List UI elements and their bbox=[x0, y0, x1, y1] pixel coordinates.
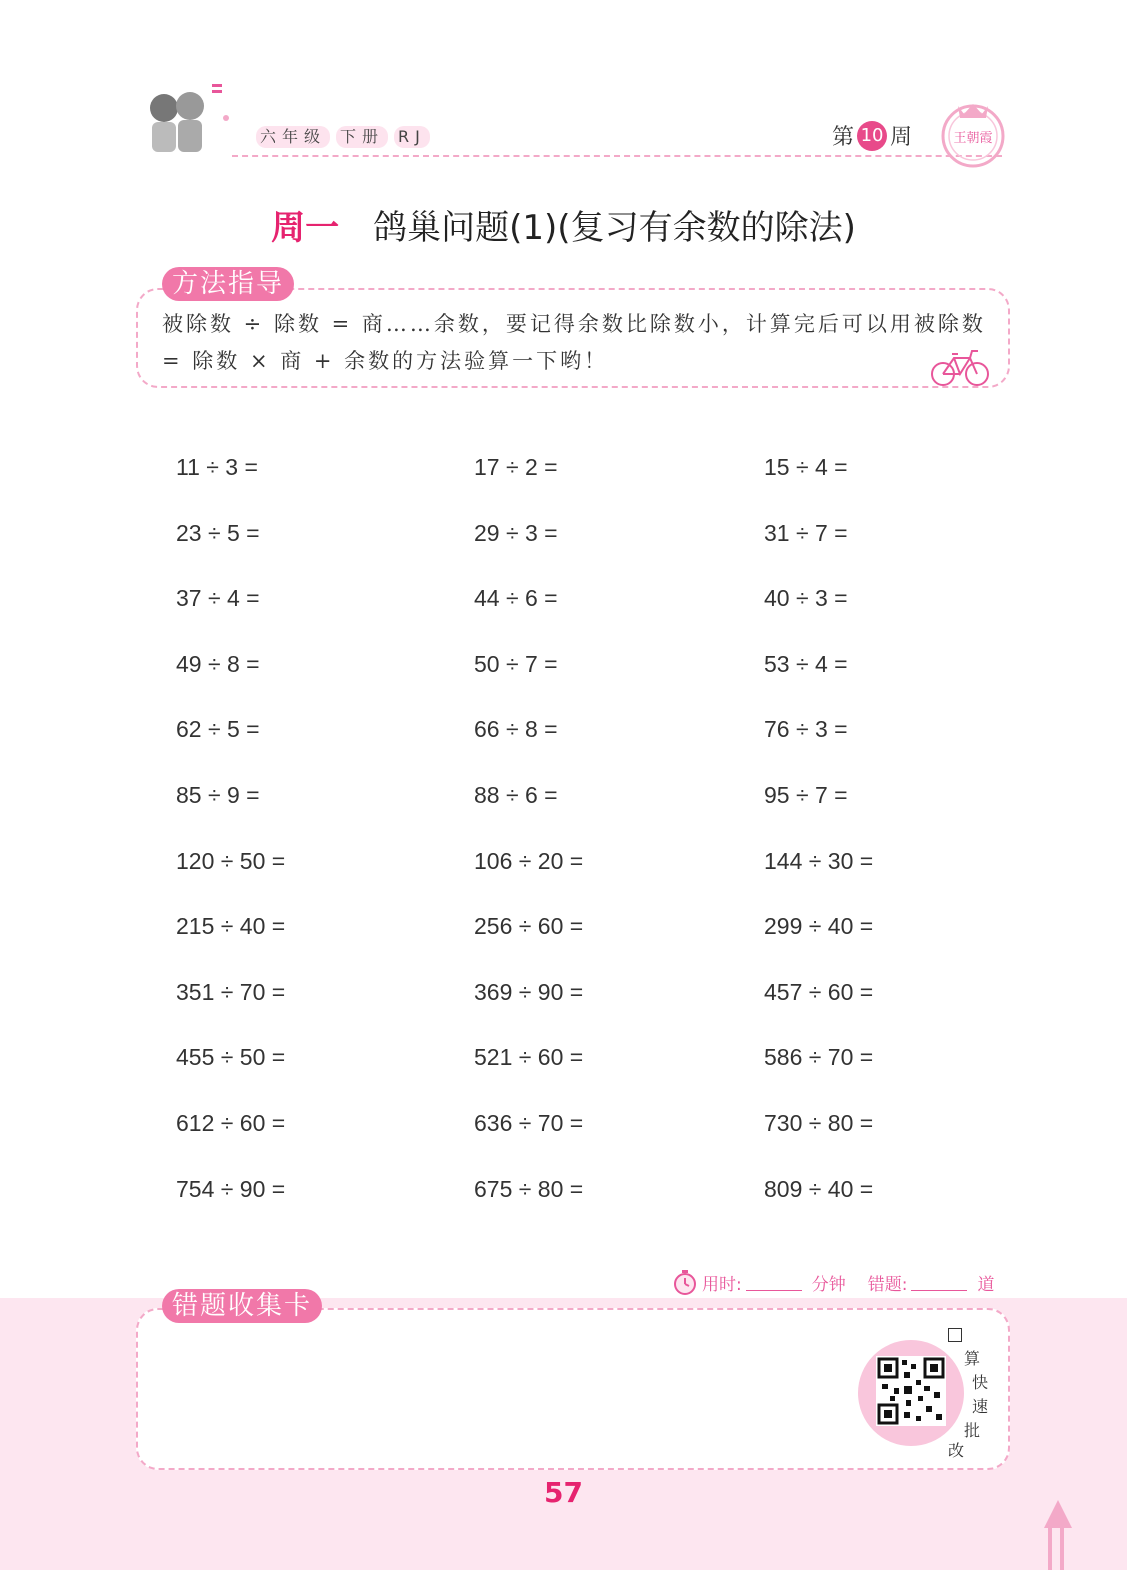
problem-item: 351 ÷ 70 = bbox=[176, 978, 286, 1005]
page-title bbox=[0, 200, 1127, 249]
qr-char-4: 批 bbox=[964, 1421, 981, 1440]
problem-item: 62 ÷ 5 = bbox=[176, 716, 260, 743]
qr-char-3: 速 bbox=[972, 1397, 989, 1416]
problem-item: 256 ÷ 60 = bbox=[474, 913, 584, 940]
problem-item: 44 ÷ 6 = bbox=[474, 585, 558, 612]
problem-item: 809 ÷ 40 = bbox=[764, 1175, 874, 1202]
header-divider bbox=[232, 155, 1002, 157]
method-line-1: 被除数 ÷ 除数 = 商……余数，要记得余数比除数小，计算完后可以用被除数 bbox=[162, 312, 986, 336]
kids-illustration bbox=[140, 78, 235, 158]
week-suffix: 周 bbox=[890, 125, 913, 150]
problem-item: 521 ÷ 60 = bbox=[474, 1044, 584, 1071]
qr-caption bbox=[946, 1328, 992, 1458]
problem-item: 11 ÷ 3 = bbox=[176, 454, 258, 480]
problem-item: 88 ÷ 6 = bbox=[474, 781, 558, 808]
problem-item: 40 ÷ 3 = bbox=[764, 585, 848, 612]
problem-item: 636 ÷ 70 = bbox=[474, 1109, 584, 1136]
problem-item: 37 ÷ 4 = bbox=[176, 585, 260, 612]
problem-item: 29 ÷ 3 = bbox=[474, 519, 558, 546]
timer-row bbox=[672, 1268, 994, 1296]
problem-item: 15 ÷ 4 = bbox=[764, 454, 848, 480]
time-blank[interactable] bbox=[746, 1274, 802, 1291]
problem-item: 23 ÷ 5 = bbox=[176, 519, 260, 546]
week-prefix: 第 bbox=[832, 125, 855, 150]
week-number: 10 bbox=[857, 121, 887, 151]
method-guide-text bbox=[162, 306, 994, 380]
problem-item: 49 ÷ 8 = bbox=[176, 650, 260, 677]
problem-item: 106 ÷ 20 = bbox=[474, 847, 584, 874]
errors-unit: 道 bbox=[977, 1274, 995, 1295]
problem-item: 31 ÷ 7 = bbox=[764, 519, 848, 546]
stopwatch-icon bbox=[672, 1268, 698, 1296]
problem-item: 730 ÷ 80 = bbox=[764, 1109, 874, 1136]
error-collection-label: 错题收集卡 bbox=[162, 1288, 322, 1324]
week-indicator bbox=[832, 120, 912, 151]
errors-label: 错题: bbox=[867, 1274, 908, 1295]
page-number: 57 bbox=[544, 1476, 583, 1509]
errors-blank[interactable] bbox=[911, 1274, 967, 1291]
problem-item: 17 ÷ 2 = bbox=[474, 454, 558, 480]
title-text: 鸽巢问题(1)(复习有余数的除法) bbox=[373, 208, 856, 248]
qr-char-2: 快 bbox=[972, 1373, 989, 1392]
problem-item: 144 ÷ 30 = bbox=[764, 847, 874, 874]
problem-item: 76 ÷ 3 = bbox=[764, 716, 848, 743]
grade-tag-grade: 六年级 bbox=[256, 126, 330, 148]
problem-item: 95 ÷ 7 = bbox=[764, 781, 848, 808]
problem-item: 85 ÷ 9 = bbox=[176, 781, 260, 808]
problem-item: 457 ÷ 60 = bbox=[764, 978, 874, 1005]
problem-item: 455 ÷ 50 = bbox=[176, 1044, 286, 1071]
time-label: 用时: bbox=[702, 1274, 742, 1295]
author-seal-logo bbox=[936, 96, 1010, 170]
svg-text:王朝霞: 王朝霞 bbox=[953, 131, 993, 146]
problem-item: 612 ÷ 60 = bbox=[176, 1109, 286, 1136]
method-guide-label: 方法指导 bbox=[162, 266, 294, 302]
problem-item: 754 ÷ 90 = bbox=[176, 1175, 286, 1202]
title-day: 周一 bbox=[271, 208, 340, 248]
minutes-unit: 分钟 bbox=[811, 1274, 846, 1295]
arrow-up-icon bbox=[1040, 1498, 1076, 1570]
problem-grid bbox=[176, 443, 1016, 1230]
problem-item: 50 ÷ 7 = bbox=[474, 650, 558, 677]
problem-item: 120 ÷ 50 = bbox=[176, 847, 286, 874]
grade-tag-volume: 下册 bbox=[336, 126, 388, 148]
qr-code-icon[interactable] bbox=[876, 1356, 946, 1426]
grade-tags bbox=[256, 126, 430, 148]
problem-item: 299 ÷ 40 = bbox=[764, 913, 874, 940]
problem-item: 675 ÷ 80 = bbox=[474, 1175, 584, 1202]
checkbox-icon bbox=[948, 1328, 962, 1342]
problem-item: 586 ÷ 70 = bbox=[764, 1044, 874, 1071]
method-line-2: = 除数 × 商 + 余数的方法验算一下哟！ bbox=[162, 349, 609, 373]
problem-item: 369 ÷ 90 = bbox=[474, 978, 584, 1005]
qr-char-5: 改 bbox=[948, 1441, 965, 1460]
bicycle-icon bbox=[930, 346, 990, 388]
problem-item: 215 ÷ 40 = bbox=[176, 913, 286, 940]
grade-tag-edition: RJ bbox=[394, 126, 430, 148]
problem-item: 53 ÷ 4 = bbox=[764, 650, 848, 677]
qr-char-1: 算 bbox=[964, 1349, 981, 1368]
problem-item: 66 ÷ 8 = bbox=[474, 716, 558, 743]
